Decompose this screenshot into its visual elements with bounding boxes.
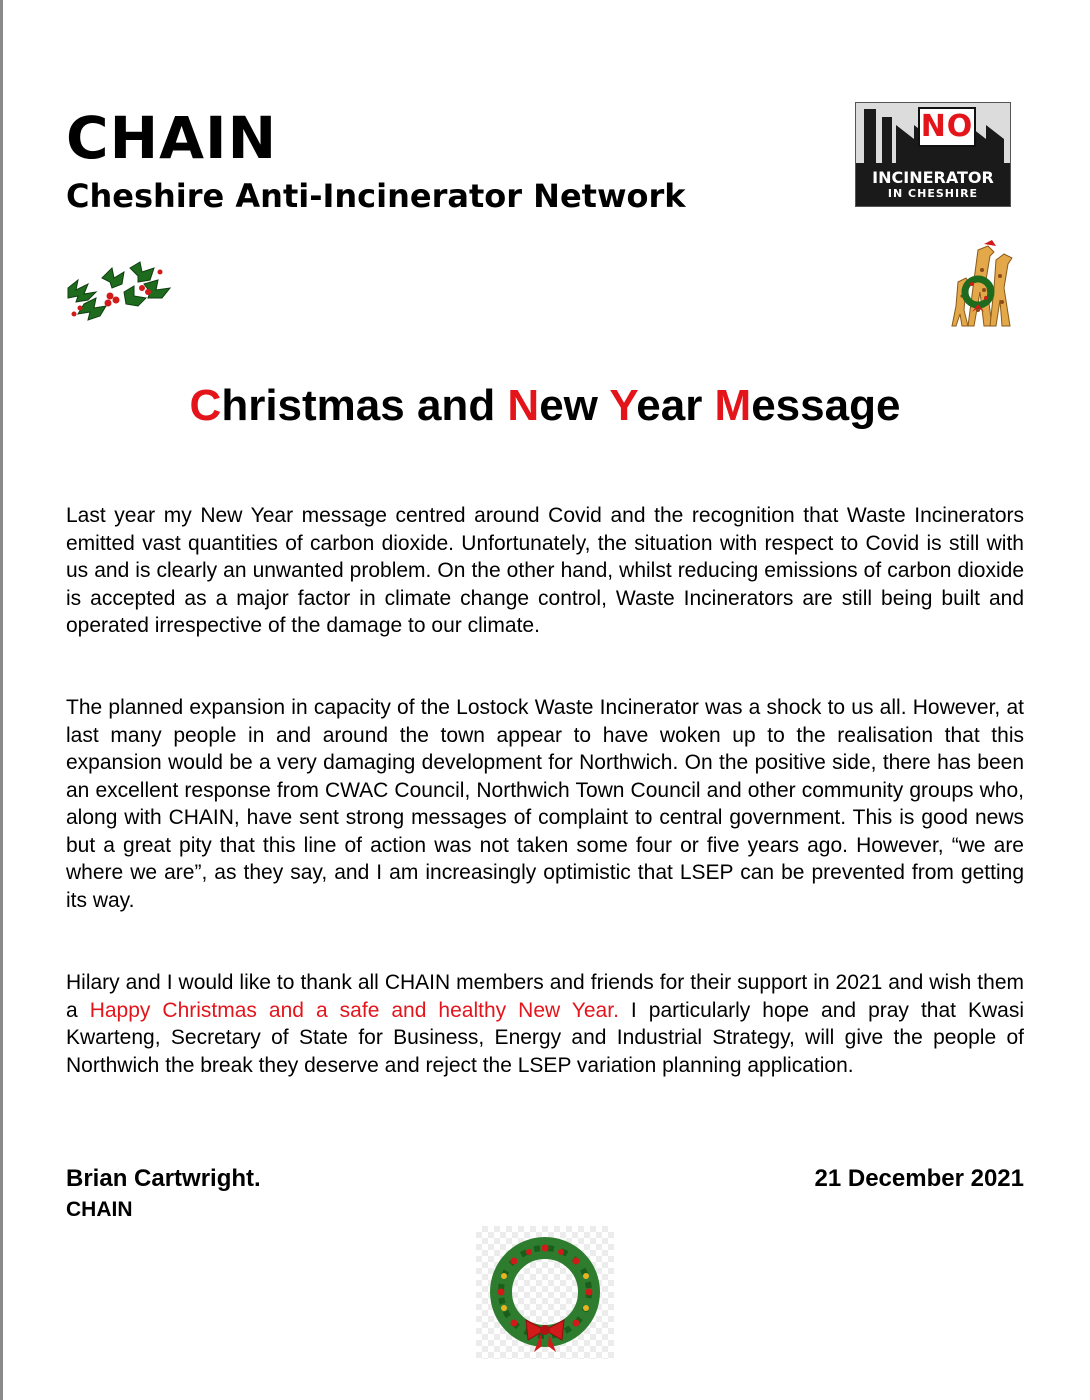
- no-incinerator-logo: [855, 102, 1011, 207]
- title-word: essage: [751, 381, 901, 430]
- logo-line-2: IN CHESHIRE: [887, 187, 979, 200]
- org-full-name: Cheshire Anti-Incinerator Network: [66, 177, 686, 215]
- giraffes-with-wreath-icon: [944, 240, 1024, 330]
- signature-date: 21 December 2021: [814, 1165, 1024, 1192]
- paragraph-1: Last year my New Year message centred around Covid and the recognition that Waste Incinerators emitted vast quantities of carbon dioxide. Unfortunately, the situation with respect to Covid is still with us and is clearly an unwanted problem. On the other hand, whilst reducing emissions of carbon dioxide is accepted as a major factor in climate change control, Waste Incinerators are still being built and operated irrespective of the damage to our climate.: [66, 504, 1024, 637]
- title-letter: Y: [609, 381, 637, 430]
- paragraph-3-start: Hilary and I would like to thank all CHAIN members and friends for their support in 2021 and wish them a: [66, 971, 1024, 1022]
- paragraph-3: [66, 969, 1024, 1079]
- paragraph-3-end: I particularly hope and pray that Kwasi Kwarteng, Secretary of State for Business, Energy and Industrial Strategy, will give the people of Northwich the break they deserve and reject the LSEP variation planning application.: [66, 998, 1024, 1077]
- christmas-wreath-icon: [476, 1226, 614, 1359]
- season-greeting: Happy Christmas and a safe and healthy New Year.: [89, 998, 619, 1022]
- holly-icon: [64, 258, 174, 328]
- wreath-image: [476, 1226, 614, 1359]
- title-letter: M: [714, 381, 752, 430]
- title-word: ear: [636, 381, 715, 430]
- logo-no-text: NO: [918, 107, 976, 147]
- signature-org: CHAIN: [66, 1198, 133, 1221]
- title-letter: N: [507, 381, 540, 430]
- title-word: ew: [539, 381, 610, 430]
- logo-line-1: INCINERATOR: [872, 168, 994, 187]
- message-title: [0, 378, 1090, 434]
- title-word: hristmas and: [221, 381, 508, 430]
- paragraph-2: The planned expansion in capacity of the Lostock Waste Incinerator was a shock to us all. However, at last many people in and around the town appear to have woken up to the realisation that this expansion would be a very damaging development for Northwich. On the positive side, there has been an excellent response from CWAC Council, Northwich Town Council and other community groups who, along with CHAIN, have sent strong messages of complaint to central government. This is good news but a great pity that this line of action was not taken some four or five years ago. However, “we are where we are”, as they say, and I am increasingly optimistic that LSEP can be prevented from getting its way.: [66, 696, 1024, 912]
- title-letter: C: [189, 381, 222, 430]
- signature-name: Brian Cartwright.: [66, 1165, 261, 1192]
- org-name: CHAIN: [66, 104, 278, 172]
- page-edge-rule: [0, 0, 3, 1400]
